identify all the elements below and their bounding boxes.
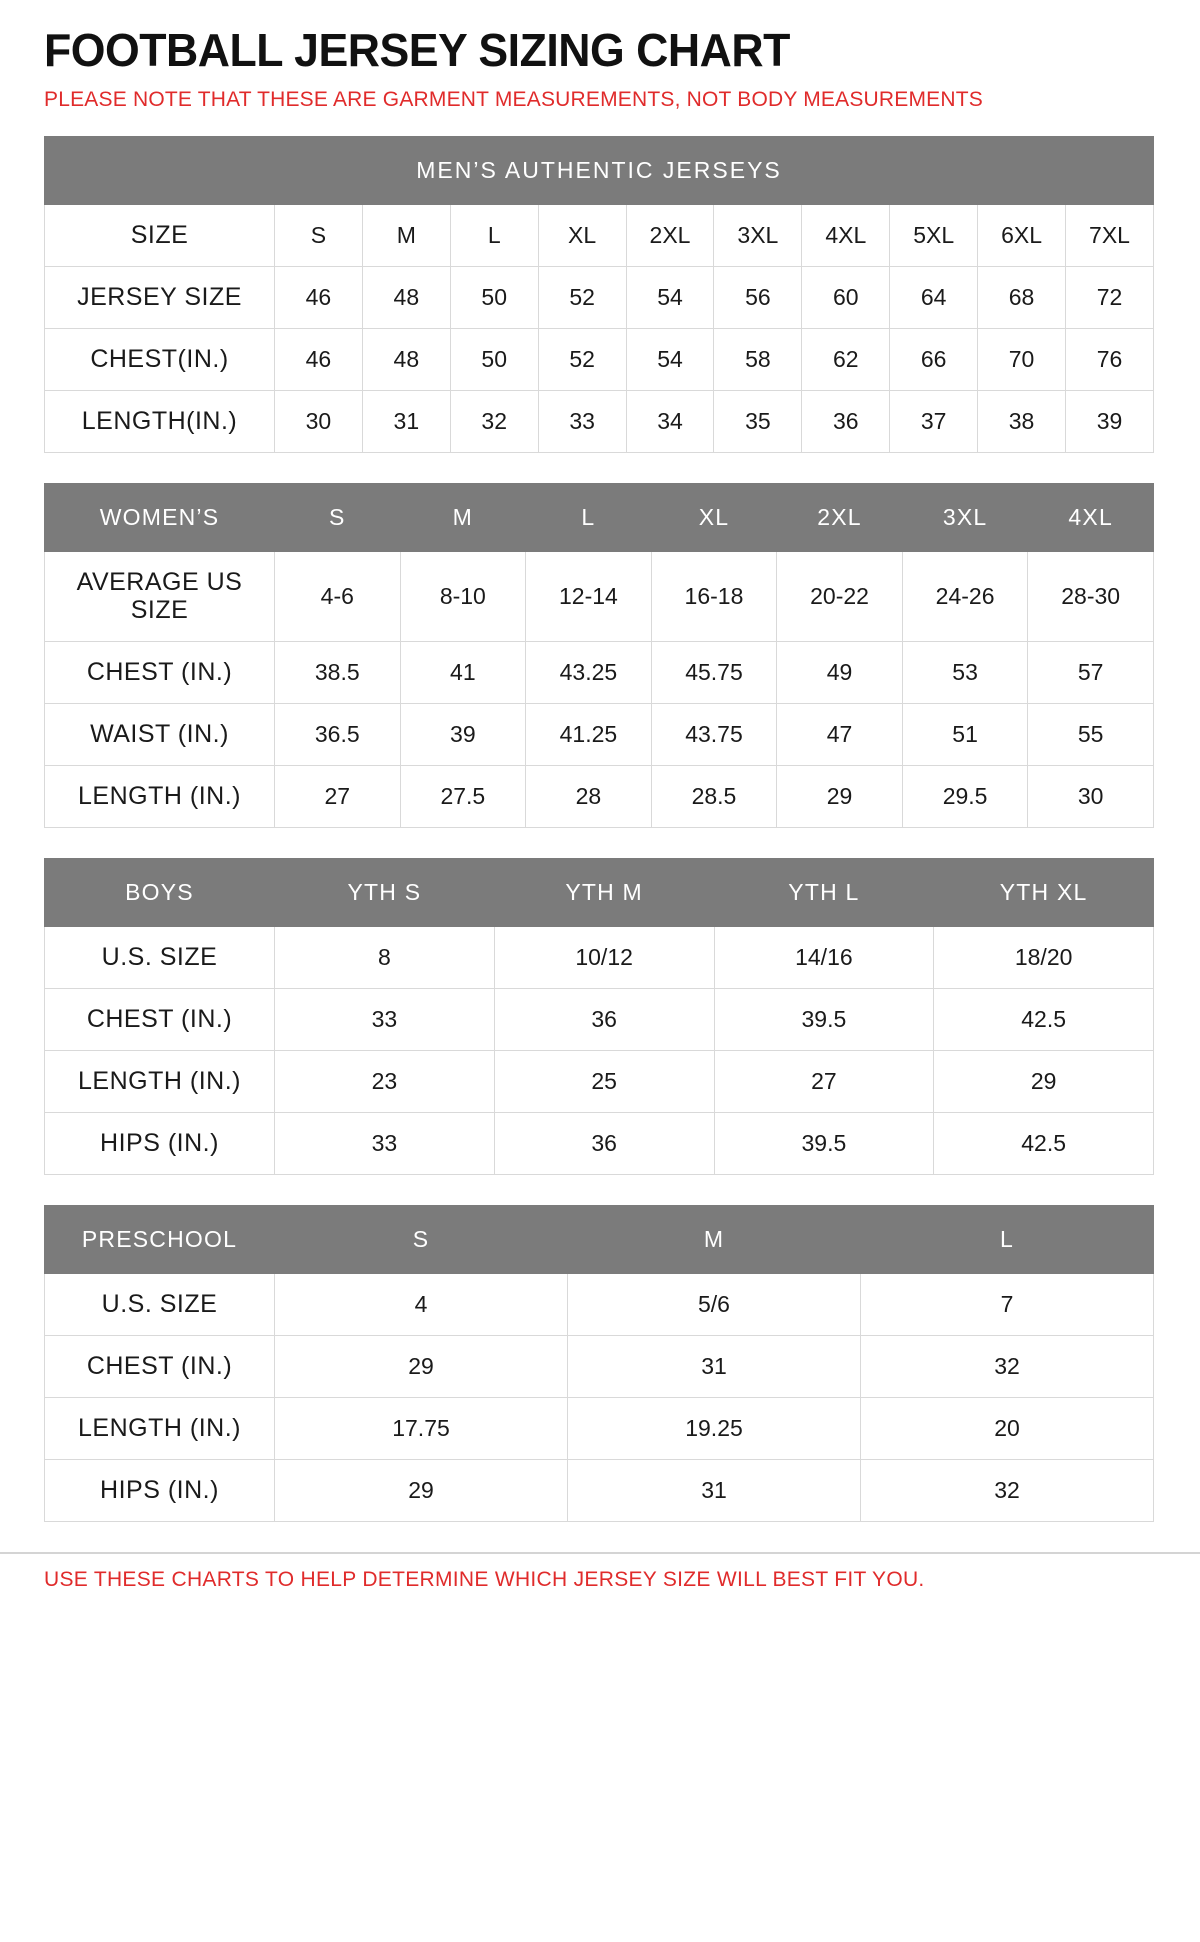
row-label: AVERAGE US SIZE <box>45 551 275 642</box>
cell: 24-26 <box>902 551 1028 642</box>
column-header: 3XL <box>902 483 1028 551</box>
row-label: HIPS (IN.) <box>45 1460 275 1522</box>
column-header: S <box>275 204 363 266</box>
cell: 50 <box>450 266 538 328</box>
cell: 41.25 <box>526 704 652 766</box>
cell: 27.5 <box>400 766 526 828</box>
column-header: M <box>400 483 526 551</box>
column-header: 3XL <box>714 204 802 266</box>
cell: 55 <box>1028 704 1154 766</box>
column-header: YTH XL <box>934 859 1154 927</box>
cell: 19.25 <box>568 1398 861 1460</box>
row-label: LENGTH (IN.) <box>45 1398 275 1460</box>
cell: 10/12 <box>494 927 714 989</box>
table-row-header <box>45 483 1154 551</box>
cell: 50 <box>450 328 538 390</box>
column-header: 4XL <box>802 204 890 266</box>
table-row <box>45 390 1154 452</box>
cell: 52 <box>538 266 626 328</box>
column-header: 5XL <box>890 204 978 266</box>
cell: 30 <box>275 390 363 452</box>
cell: 39 <box>1066 390 1154 452</box>
cell: 36 <box>494 989 714 1051</box>
footer-note: USE THESE CHARTS TO HELP DETERMINE WHICH JERSEY SIZE WILL BEST FIT YOU. <box>44 1568 925 1592</box>
column-header: 6XL <box>978 204 1066 266</box>
cell: 33 <box>275 989 495 1051</box>
cell: 41 <box>400 642 526 704</box>
table-row <box>45 642 1154 704</box>
cell: 31 <box>362 390 450 452</box>
column-header: M <box>362 204 450 266</box>
cell: 68 <box>978 266 1066 328</box>
cell: 29 <box>934 1051 1154 1113</box>
cell: 46 <box>275 266 363 328</box>
row-label: LENGTH (IN.) <box>45 766 275 828</box>
row-label: CHEST (IN.) <box>45 642 275 704</box>
column-header: WOMEN’S <box>45 483 275 551</box>
cell: 72 <box>1066 266 1154 328</box>
table-row-band <box>45 136 1154 204</box>
row-label: JERSEY SIZE <box>45 266 275 328</box>
table-row-header <box>45 859 1154 927</box>
cell: 31 <box>568 1460 861 1522</box>
cell: 54 <box>626 328 714 390</box>
cell: 35 <box>714 390 802 452</box>
preschool-sizing-table <box>44 1205 1154 1522</box>
table-row <box>45 1398 1154 1460</box>
cell: 51 <box>902 704 1028 766</box>
cell: 20-22 <box>777 551 903 642</box>
column-header: L <box>526 483 652 551</box>
cell: 32 <box>861 1460 1154 1522</box>
cell: 33 <box>538 390 626 452</box>
cell: 54 <box>626 266 714 328</box>
cell: 25 <box>494 1051 714 1113</box>
column-header: BOYS <box>45 859 275 927</box>
cell: 29 <box>275 1460 568 1522</box>
cell: 28.5 <box>651 766 777 828</box>
table-row <box>45 704 1154 766</box>
cell: 27 <box>714 1051 934 1113</box>
table-row <box>45 1336 1154 1398</box>
table-row <box>45 766 1154 828</box>
column-header: S <box>275 483 401 551</box>
column-header: M <box>568 1206 861 1274</box>
cell: 53 <box>902 642 1028 704</box>
cell: 37 <box>890 390 978 452</box>
cell: 32 <box>450 390 538 452</box>
cell: 57 <box>1028 642 1154 704</box>
cell: 31 <box>568 1336 861 1398</box>
cell: 45.75 <box>651 642 777 704</box>
measurement-disclaimer: PLEASE NOTE THAT THESE ARE GARMENT MEASUREMENTS, NOT BODY MEASUREMENTS <box>44 88 983 112</box>
cell: 20 <box>861 1398 1154 1460</box>
cell: 33 <box>275 1113 495 1175</box>
cell: 16-18 <box>651 551 777 642</box>
cell: 49 <box>777 642 903 704</box>
cell: 39.5 <box>714 989 934 1051</box>
cell: 28 <box>526 766 652 828</box>
mens-sizing-table <box>44 136 1154 453</box>
column-header: YTH M <box>494 859 714 927</box>
cell: 48 <box>362 266 450 328</box>
cell: 62 <box>802 328 890 390</box>
column-header: SIZE <box>45 204 275 266</box>
row-label: HIPS (IN.) <box>45 1113 275 1175</box>
cell: 36 <box>802 390 890 452</box>
cell: 29 <box>275 1336 568 1398</box>
table-row <box>45 1460 1154 1522</box>
cell: 8-10 <box>400 551 526 642</box>
cell: 42.5 <box>934 1113 1154 1175</box>
cell: 34 <box>626 390 714 452</box>
cell: 32 <box>861 1336 1154 1398</box>
cell: 28-30 <box>1028 551 1154 642</box>
cell: 36 <box>494 1113 714 1175</box>
table-row <box>45 989 1154 1051</box>
cell: 66 <box>890 328 978 390</box>
row-label: U.S. SIZE <box>45 927 275 989</box>
cell: 12-14 <box>526 551 652 642</box>
cell: 39 <box>400 704 526 766</box>
cell: 29.5 <box>902 766 1028 828</box>
column-header: L <box>450 204 538 266</box>
cell: 43.25 <box>526 642 652 704</box>
cell: 30 <box>1028 766 1154 828</box>
column-header: YTH L <box>714 859 934 927</box>
cell: 42.5 <box>934 989 1154 1051</box>
cell: 70 <box>978 328 1066 390</box>
table-row <box>45 328 1154 390</box>
column-header: 2XL <box>626 204 714 266</box>
cell: 8 <box>275 927 495 989</box>
table-row-header <box>45 204 1154 266</box>
table-row <box>45 551 1154 642</box>
cell: 27 <box>275 766 401 828</box>
row-label: CHEST(IN.) <box>45 328 275 390</box>
table-row <box>45 1051 1154 1113</box>
column-header: 7XL <box>1066 204 1154 266</box>
cell: 4 <box>275 1274 568 1336</box>
cell: 23 <box>275 1051 495 1113</box>
cell: 39.5 <box>714 1113 934 1175</box>
column-header: YTH S <box>275 859 495 927</box>
column-header: L <box>861 1206 1154 1274</box>
table-row <box>45 1274 1154 1336</box>
cell: 48 <box>362 328 450 390</box>
table-row-header <box>45 1206 1154 1274</box>
column-header: PRESCHOOL <box>45 1206 275 1274</box>
cell: 5/6 <box>568 1274 861 1336</box>
table-row <box>45 266 1154 328</box>
cell: 38.5 <box>275 642 401 704</box>
cell: 17.75 <box>275 1398 568 1460</box>
column-header: S <box>275 1206 568 1274</box>
cell: 38 <box>978 390 1066 452</box>
column-header: 2XL <box>777 483 903 551</box>
cell: 58 <box>714 328 802 390</box>
row-label: LENGTH(IN.) <box>45 390 275 452</box>
row-label: LENGTH (IN.) <box>45 1051 275 1113</box>
cell: 46 <box>275 328 363 390</box>
cell: 29 <box>777 766 903 828</box>
cell: 52 <box>538 328 626 390</box>
mens-band-title: MEN’S AUTHENTIC JERSEYS <box>45 136 1154 204</box>
cell: 36.5 <box>275 704 401 766</box>
cell: 18/20 <box>934 927 1154 989</box>
row-label: CHEST (IN.) <box>45 989 275 1051</box>
cell: 7 <box>861 1274 1154 1336</box>
row-label: U.S. SIZE <box>45 1274 275 1336</box>
cell: 4-6 <box>275 551 401 642</box>
boys-sizing-table <box>44 858 1154 1175</box>
cell: 14/16 <box>714 927 934 989</box>
cell: 64 <box>890 266 978 328</box>
cell: 60 <box>802 266 890 328</box>
cell: 43.75 <box>651 704 777 766</box>
row-label: CHEST (IN.) <box>45 1336 275 1398</box>
table-row <box>45 927 1154 989</box>
cell: 76 <box>1066 328 1154 390</box>
womens-sizing-table <box>44 483 1154 829</box>
cell: 47 <box>777 704 903 766</box>
row-label: WAIST (IN.) <box>45 704 275 766</box>
table-row <box>45 1113 1154 1175</box>
cell: 56 <box>714 266 802 328</box>
column-header: XL <box>538 204 626 266</box>
column-header: XL <box>651 483 777 551</box>
column-header: 4XL <box>1028 483 1154 551</box>
page-title: FOOTBALL JERSEY SIZING CHART <box>44 24 790 76</box>
